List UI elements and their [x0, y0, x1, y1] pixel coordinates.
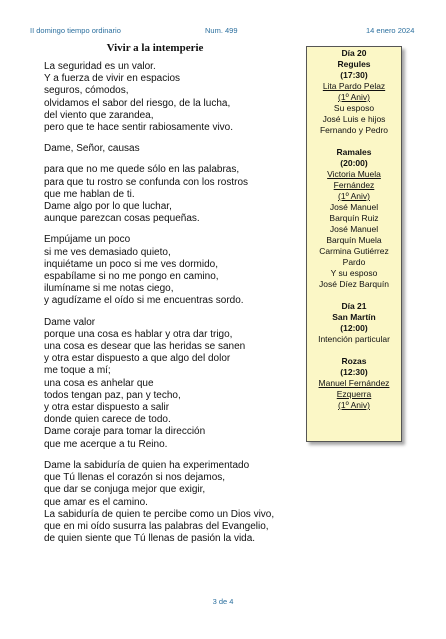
schedule-block: [309, 301, 399, 345]
header-liturgical-day: II domingo tiempo ordinario: [30, 26, 121, 35]
schedule-intention-line: [309, 279, 399, 290]
page-header: [0, 26, 446, 40]
poem-line: que amar es el camino.: [44, 496, 148, 508]
poem-line: Dame valor: [44, 316, 96, 328]
header-issue-number: Num. 499: [205, 26, 238, 35]
poem-stanza: [44, 234, 314, 307]
schedule-intention-line: [309, 125, 399, 136]
poem-line: olvidamos el sabor del riesgo, de la lucha,: [44, 97, 231, 109]
schedule-intention-line: [309, 92, 399, 103]
schedule-time: (17:30): [340, 70, 368, 80]
schedule-intention-text: Lita Pardo Pelaz: [322, 81, 386, 91]
poem-line: que me acerque a tu Reino.: [44, 438, 168, 450]
poem-line: seguros, cómodos,: [44, 85, 129, 97]
schedule-intention-text: José Manuel: [329, 224, 379, 234]
poem-line: una cosa es anhelar que: [44, 377, 154, 389]
schedule-time: (20:00): [340, 158, 368, 168]
schedule-intention-line: [309, 268, 399, 279]
schedule-intention-line: [309, 246, 399, 257]
mass-schedule-box: [306, 46, 402, 442]
schedule-intention-line: [309, 103, 399, 114]
poem-line: que Tú llenas el corazón si nos dejamos,: [44, 472, 226, 484]
poem-line: donde quien carece de todo.: [44, 414, 171, 426]
page-number: 3 de 4: [212, 597, 234, 606]
poem-stanza: [44, 164, 314, 225]
schedule-intention-text: Pardo: [342, 257, 366, 267]
poem-line: me toque a mí;: [44, 365, 111, 377]
schedule-intention-text: Victoria Muela: [327, 169, 381, 179]
schedule-block: [309, 147, 399, 290]
schedule-intention-line: [309, 191, 399, 202]
schedule-intention-line: [309, 389, 399, 400]
poem-line: Y a fuerza de vivir en espacios: [44, 73, 181, 85]
schedule-day: Día 20: [341, 48, 367, 58]
schedule-place: San Martín: [332, 312, 376, 322]
schedule-intention-text: José Manuel: [329, 202, 379, 212]
schedule-intention-line: [309, 180, 399, 191]
schedule-intention-line: [309, 235, 399, 246]
schedule-intention-text: (1º Aniv): [338, 191, 370, 201]
schedule-place: Rozas: [341, 356, 367, 366]
schedule-day: Día 21: [341, 301, 367, 311]
schedule-intention-line: [309, 378, 399, 389]
poem-line: Dame coraje para tomar la dirección: [44, 426, 206, 438]
poem-line: Dame algo por lo que luchar,: [44, 201, 172, 213]
schedule-intention-text: (1º Aniv): [338, 400, 370, 410]
poem-stanza: [44, 143, 314, 155]
poem-line: La seguridad es un valor.: [44, 61, 156, 72]
schedule-intention-line: [309, 224, 399, 235]
schedule-intention-text: Fernández: [333, 180, 375, 190]
schedule-intention-text: Fernando y Pedro: [319, 125, 389, 135]
schedule-place: Regules: [337, 59, 371, 69]
schedule-intention-text: Carmina Gutiérrez: [319, 246, 389, 256]
poem-line: porque una cosa es hablar y otra dar trigo,: [44, 328, 233, 340]
schedule-intention-line: [309, 334, 399, 345]
poem-title: Vivir a la intemperie: [106, 42, 204, 54]
poem-stanza: [44, 317, 314, 451]
schedule-intention-line: [309, 257, 399, 268]
poem-line: inquiétame un poco si me ves dormido,: [44, 258, 218, 270]
poem-line: para que tu rostro se confunda con los rostros: [44, 176, 249, 188]
schedule-block: [309, 48, 399, 136]
poem-line: para que no me quede sólo en las palabras,: [44, 164, 240, 176]
poem-line: pero que te hace sentir rabiosamente vivo.: [44, 122, 233, 134]
schedule-intention-text: Y su esposo: [330, 268, 378, 278]
poem-line: aunque parezcan cosas pequeñas.: [44, 213, 200, 225]
schedule-intention-text: Manuel Fernández: [318, 378, 390, 388]
schedule-intention-text: Barquín Muela: [326, 235, 382, 245]
poem-line: de quien siente que Tú llenas de pasión la vida.: [44, 533, 256, 545]
poem-line: que me hablan de ti.: [44, 188, 135, 200]
poem-line: y agudízame el oído si me encuentras sordo.: [44, 295, 244, 307]
poem-line: espabílame si no me pongo en camino,: [44, 271, 219, 283]
schedule-intention-line: [309, 169, 399, 180]
schedule-intention-text: José Díez Barquín: [319, 279, 389, 289]
schedule-intention-text: José Luis e hijos: [322, 114, 386, 124]
poem-line: y otra estar dispuesto a salir: [44, 402, 170, 414]
schedule-intention-line: [309, 400, 399, 411]
poem-line: del viento que zarandea,: [44, 109, 154, 121]
schedule-intention-line: [309, 202, 399, 213]
poem-line: una cosa es desear que las heridas se sanen: [44, 341, 246, 353]
schedule-intention-line: [309, 114, 399, 125]
schedule-intention-line: [309, 81, 399, 92]
poem-line: Empújame un poco: [44, 234, 131, 246]
poem-line: Dame la sabiduría de quien ha experimentado: [44, 459, 250, 471]
poem-line: que dar se conjuga mejor que exigir,: [44, 484, 206, 496]
header-date: 14 enero 2024: [366, 26, 415, 35]
schedule-time: (12:30): [340, 367, 368, 377]
poem-stanza: [44, 61, 314, 134]
schedule-intention-text: Intención particular: [318, 334, 390, 344]
schedule-intention-text: Barquín Ruiz: [329, 213, 379, 223]
poem-line: si me ves demasiado quieto,: [44, 246, 171, 258]
schedule-intention-text: Ezquerra: [336, 389, 372, 399]
schedule-place: Ramales: [336, 147, 372, 157]
poem-stanza: [44, 460, 314, 545]
schedule-block: [309, 356, 399, 411]
poem-line: todos tengan paz, pan y techo,: [44, 389, 181, 401]
poem-body: [44, 61, 314, 554]
poem-line: La sabiduría de quien te percibe como un Dios vivo,: [44, 508, 275, 520]
schedule-intention-line: [309, 213, 399, 224]
poem-line: ilumíname si me notas ciego,: [44, 283, 174, 295]
schedule-time: (12:00): [340, 323, 368, 333]
schedule-intention-text: Su esposo: [333, 103, 375, 113]
schedule-intention-text: (1º Aniv): [338, 92, 370, 102]
poem-line: Dame, Señor, causas: [44, 143, 140, 155]
poem-line: y otra estar dispuesto a que algo del dolor: [44, 353, 231, 365]
poem-line: que en mi oído susurra las palabras del Evangelio,: [44, 520, 269, 532]
